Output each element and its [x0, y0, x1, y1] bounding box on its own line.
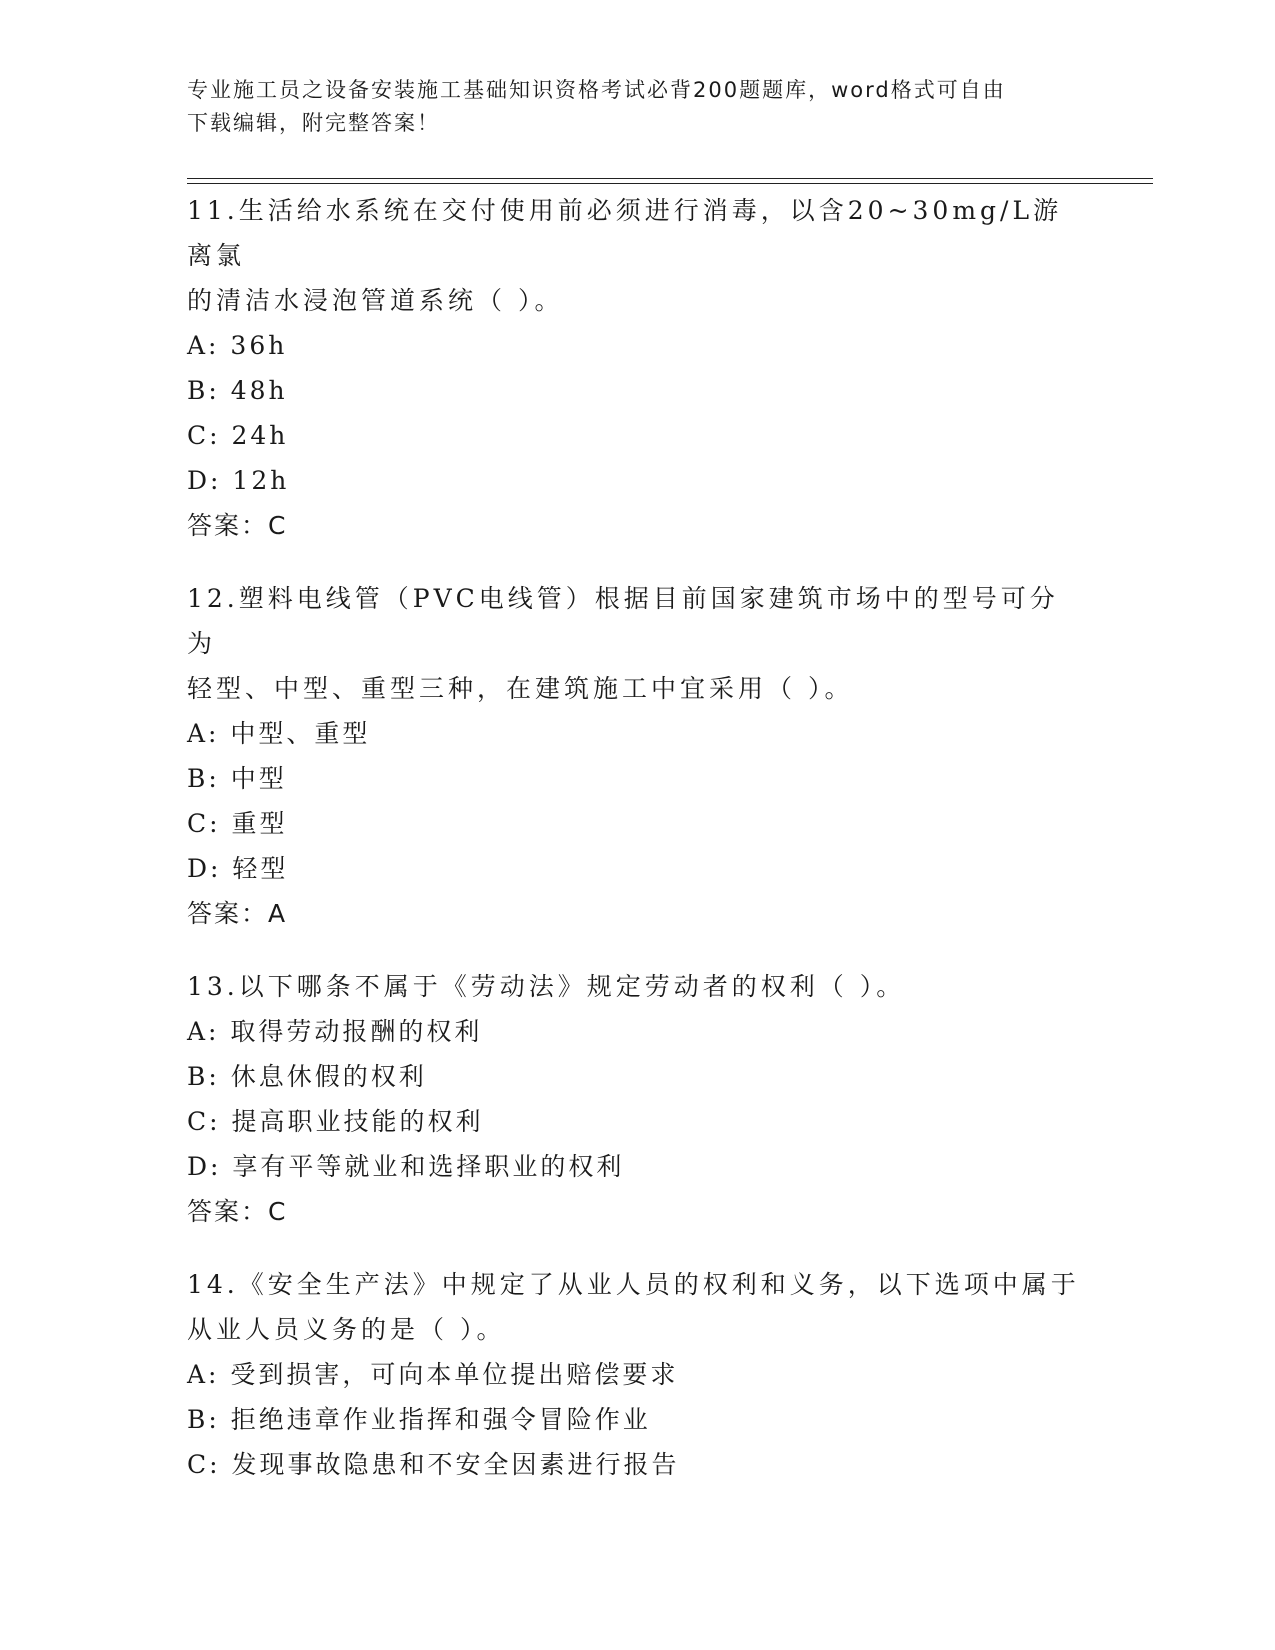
- option-b: B: 休息休假的权利: [187, 1062, 427, 1091]
- option-b: B: 中型: [187, 764, 287, 793]
- question-stem-line: 12.塑料电线管（PVC电线管）根据目前国家建筑市场中的型号可分为: [187, 584, 1059, 658]
- option-c: C: 发现事故隐患和不安全因素进行报告: [187, 1450, 680, 1479]
- option-d: D: 享有平等就业和选择职业的权利: [187, 1152, 625, 1181]
- question-list: [187, 188, 1087, 1515]
- option-b: B: 拒绝违章作业指挥和强令冒险作业: [187, 1405, 651, 1434]
- answer-line: 答案：A: [187, 899, 288, 928]
- header-line-1: 专业施工员之设备安装施工基础知识资格考试必背200题题库，word格式可自由: [187, 78, 1006, 102]
- question-stem-line: 11.生活给水系统在交付使用前必须进行消毒，以含20~30mg/L游离氯: [187, 196, 1063, 270]
- question-13: [187, 964, 1087, 1234]
- question-12: [187, 576, 1087, 936]
- option-c: C: 重型: [187, 809, 288, 838]
- question-stem-line: 13.以下哪条不属于《劳动法》规定劳动者的权利（ ）。: [187, 972, 906, 1001]
- answer-line: 答案：C: [187, 1197, 288, 1226]
- option-b: B: 48h: [187, 376, 288, 405]
- question-stem-line: 14.《安全生产法》中规定了从业人员的权利和义务，以下选项中属于: [187, 1270, 1080, 1299]
- option-a: A: 36h: [187, 331, 288, 360]
- document-header: [187, 74, 1067, 140]
- answer-line: 答案：C: [187, 511, 288, 540]
- option-a: A: 取得劳动报酬的权利: [187, 1017, 483, 1046]
- question-stem-line: 轻型、中型、重型三种，在建筑施工中宜采用（ ）。: [187, 674, 854, 703]
- option-d: D: 12h: [187, 466, 290, 495]
- option-a: A: 中型、重型: [187, 719, 371, 748]
- question-stem-line: 从业人员义务的是（ ）。: [187, 1315, 506, 1344]
- option-c: C: 24h: [187, 421, 289, 450]
- question-stem-line: 的清洁水浸泡管道系统（ ）。: [187, 286, 564, 315]
- option-d: D: 轻型: [187, 854, 289, 883]
- header-divider-bottom: [187, 183, 1153, 184]
- option-a: A: 受到损害，可向本单位提出赔偿要求: [187, 1360, 679, 1389]
- question-14: [187, 1262, 1087, 1487]
- header-line-2: 下载编辑，附完整答案！: [187, 111, 440, 135]
- header-divider-top: [187, 178, 1153, 179]
- option-c: C: 提高职业技能的权利: [187, 1107, 484, 1136]
- question-11: [187, 188, 1087, 548]
